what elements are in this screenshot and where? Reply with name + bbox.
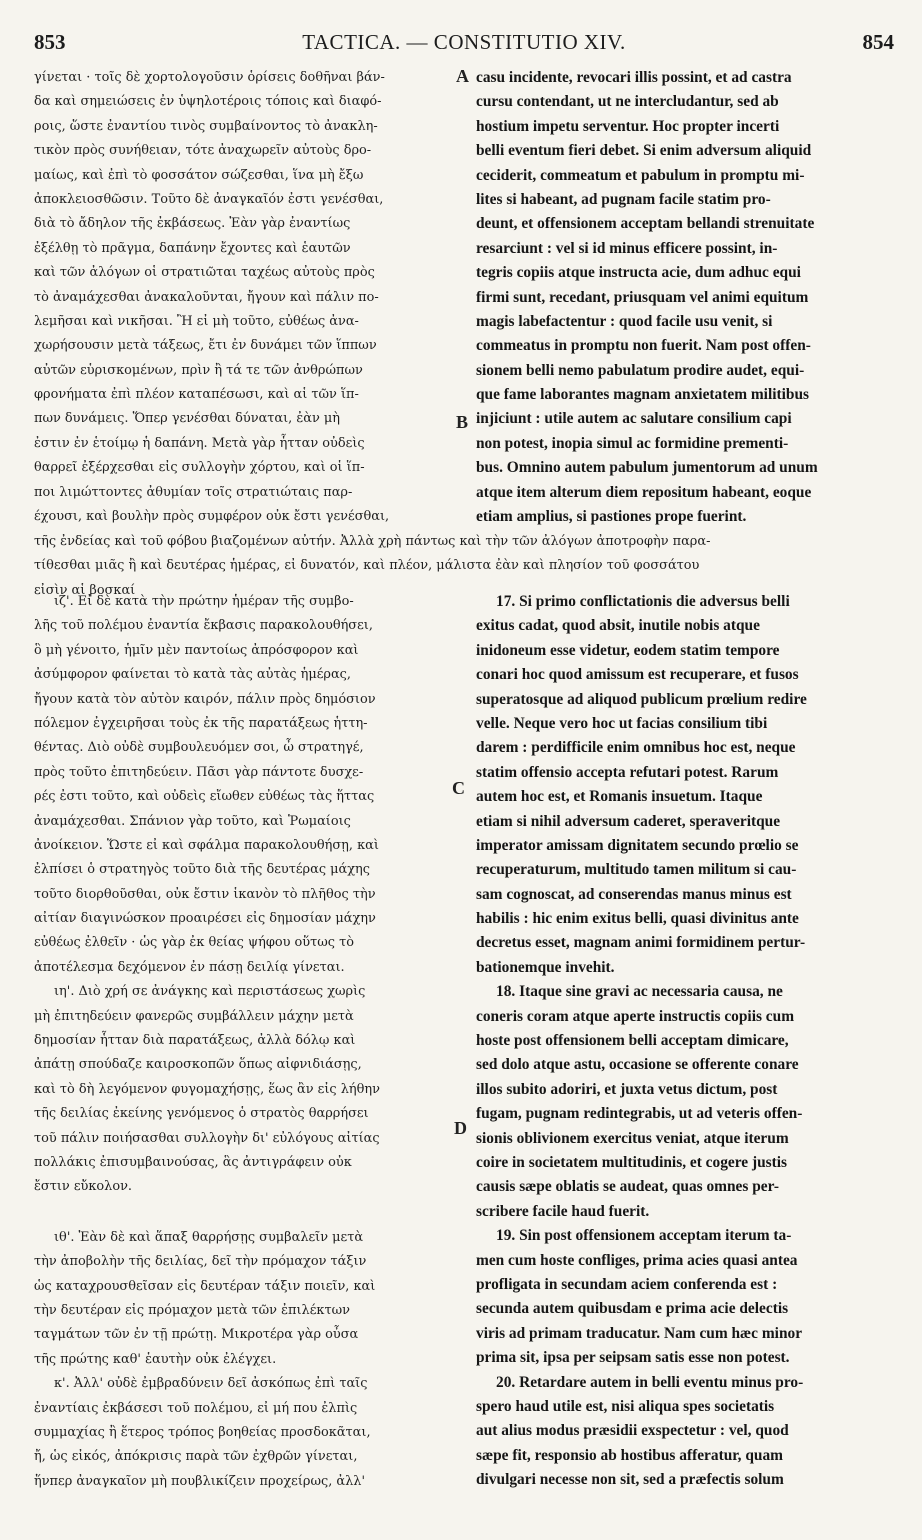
text-line: ἀποκλειοσθῶσιν. Τοῦτο δὲ ἀναγκαῖόν ἐστι γενέσθαι, — [34, 191, 384, 207]
text-line: τῆς ἐνδείας καὶ τοῦ φόβου βιαζομένων αὐτήν. Ἀλλὰ χρὴ πάντως καὶ τὴν τῶν ἀλόγων ἀποτροφὴν παρα- — [34, 534, 711, 549]
text-line: 17. Si primo conflictationis die adversus belli — [496, 593, 790, 610]
text-line: εὐθέως ἐλθεῖν · ὡς γὰρ ἐκ θείας ψήφου οὕτως τὸ — [34, 935, 354, 951]
text-line: καὶ τῶν ἀλόγων οἱ στρατιῶται ταχέως αὐτοὺς πρὸς — [34, 265, 375, 281]
text-line: κ'. Ἀλλ' οὐδὲ ἐμβραδύνειν δεῖ ἀσκόπως ἐπὶ ταῖς — [54, 1376, 368, 1392]
text-line: statim offensio accepta refutari potest. Rarum — [476, 763, 779, 781]
text-line: πων δυνάμεις. Ὅπερ γενέσθαι δύναται, ἐὰν μὴ — [34, 411, 341, 427]
text-line: non potest, inopia simul ac formidine prementi- — [476, 434, 789, 452]
text-line: αὐτῶν εὑρισκομένων, πρὶν ἢ τά τε τῶν ἀνθρώπων — [34, 362, 363, 378]
text-line: ἐστιν ἐν ἑτοίμῳ ἡ δαπάνη. Μετὰ γὰρ ἧτταν οὐδεὶς — [34, 435, 365, 451]
text-line: πόλεμον ἐγχειρῆσαι τοὺς ἐκ τῆς παρατάξεως ἡττη- — [34, 715, 368, 731]
text-line: γίνεται · τοῖς δὲ χορτολογοῦσιν ὁρίσεις δοθῆναι βάν- — [34, 70, 385, 85]
text-line: πολλάκις ἐπισυμβαινούσας, ἃς ἀντιγράφειν οὐκ — [34, 1154, 352, 1170]
text-line: τίθεσθαι μιᾶς ἢ καὶ δευτέρας ἡμέρας, εἰ δυνατόν, καὶ πλέον, μάλιστα ἐὰν καὶ πλησίον τοῦ φοσσάτου — [34, 558, 700, 574]
text-line: magis labefactentur : quod facile usu venit, si — [476, 312, 773, 330]
text-line: aut alius modus præsidii exspectetur : vel, quod — [476, 1422, 789, 1440]
text-line: έχουσι, καὶ βουλὴν πρὸς συμφέρον οὐκ ἔστι γενέσθαι, — [34, 509, 390, 525]
text-line: ροις, ὥστε ἐναντίου τινὸς συμβαίνοντος τὸ ἀνακλη- — [34, 118, 378, 134]
text-line: ρές ἐστι τοῦτο, καὶ οὐδεὶς εἴωθεν εὐθέως τὰς ἥττας — [34, 789, 375, 805]
text-line: διὰ τὸ ἄδηλον τῆς ἐκβάσεως. Ἐὰν γὰρ ἐναντίως — [34, 216, 351, 232]
latin-column-top — [476, 66, 880, 529]
text-line: que fame laborantes magnam anxietatem militibus — [476, 386, 810, 404]
text-line: χωρήσουσιν μετὰ τάξεως, ἔτι ἐν δυνάμει τῶν ἵππων — [34, 338, 377, 354]
text-line: decretus esset, magnam animi formidinem pertur- — [476, 934, 806, 952]
margin-mark-a: A — [456, 66, 469, 86]
text-line: atque item alterum diem repositum habeant, eoque — [476, 483, 812, 501]
text-line: ceciderit, commeatum et pabulum in promptu mi- — [476, 166, 805, 184]
text-line: profligata in secundam aciem conferenda est : — [476, 1275, 778, 1293]
text-line: θαρρεῖ ἐξέρχεσθαι εἰς συλλογὴν χόρτου, καὶ οἱ ἵπ- — [34, 460, 365, 476]
margin-mark-c: C — [452, 778, 465, 798]
text-line: ἤ, ὡς εἰκός, ἀπόκρισις παρὰ τῶν ἐχθρῶν γίνεται, — [34, 1449, 358, 1465]
text-line: injiciunt : utile autem ac salutare consilium capi — [476, 410, 792, 428]
text-line: ἀναμάχεσθαι. Σπάνιον γὰρ τοῦτο, καὶ Ῥωμαίοις — [34, 813, 351, 829]
text-line: sed dolo atque astu, occasione se offerente conare — [476, 1056, 799, 1074]
text-line: resarciunt : vel si id minus efficere possint, in- — [476, 239, 778, 257]
page-header — [34, 30, 894, 64]
text-line: habilis : hic enim exitus belli, quasi divinitus ante — [476, 910, 799, 928]
running-title: TACTICA. — CONSTITUTIO XIV. — [302, 30, 626, 54]
text-line: ἔστιν εὔκολον. — [34, 1179, 133, 1195]
text-line: ποι λιμώττοντες ἀθυμίαν τοῖς στρατιώταις παρ- — [34, 484, 353, 500]
text-line: commeatus in promptu non fuerit. Nam post offen- — [476, 337, 811, 355]
text-line: 20. Retardare autem in belli eventu minus pro- — [496, 1373, 804, 1391]
page-number-right: 854 — [862, 30, 894, 54]
text-line: etiam si nihil adversum caderet, speraveritque — [476, 812, 781, 830]
text-line: ἀνοίκειον. Ὥστε εἰ καὶ σφάλμα παρακολουθήσῃ, καὶ — [34, 837, 379, 853]
text-line: firmi sunt, recedant, priusquam vel animi equitum — [476, 288, 809, 306]
greek-section-20 — [34, 1372, 448, 1494]
text-line: fugam, pugnam redintegrabis, ut ad veteris offen- — [476, 1105, 803, 1123]
text-line: θέντας. Διὸ οὐδὲ συμβουλευόμεν σοι, ὦ στρατηγέ, — [34, 740, 364, 756]
text-line: τῆς δειλίας ἐκείνης γενόμενος ὁ στρατὸς θαρρήσει — [34, 1106, 369, 1122]
text-line: ἤγουν κατὰ τὸν αὐτὸν καιρόν, πάλιν πρὸς δημόσιον — [34, 691, 376, 707]
text-line: viris ad primam traducatur. Nam cum hæc minor — [476, 1324, 803, 1342]
text-line: αἰτίαν διαγινώσκον προαιρέσει εἰς δημοσίαν μάχην — [34, 911, 376, 927]
text-line: πρὸς τοῦτο ἐπιτηδεύειν. Πᾶσι γὰρ πάντοτε δυσχε- — [34, 764, 364, 780]
text-line: ὃ μὴ γένοιτο, ἡμῖν μὲν παντοίως ἀπρόσφορον καὶ — [34, 642, 359, 658]
text-line: velle. Neque vero hoc ut facias consilium tibi — [476, 714, 768, 732]
text-line: ἀσύμφορον φαίνεται τὸ κατὰ τὰς αὐτὰς ἡμέρας, — [34, 667, 351, 683]
greek-section-19 — [34, 1226, 448, 1372]
text-line: τὸ ἀναμάχεσθαι ἀνακαλοῦνται, ἤγουν καὶ πάλιν πο- — [34, 289, 379, 305]
latin-column-bottom — [476, 590, 880, 1492]
text-line: τικὸν πρὸς συνήθειαν, τότε ἀναχωρεῖν αὐτοὺς δρο- — [34, 143, 372, 159]
text-line: τῆς πρώτης καθ' ἑαυτὴν οὐκ ἐλέγχει. — [34, 1351, 277, 1367]
text-line: recuperaturum, multitudo tamen militum si cau- — [476, 861, 797, 879]
margin-mark-b: B — [456, 412, 469, 432]
text-line: bationemque invehit. — [476, 958, 615, 976]
text-line: ιθ'. Ἐὰν δὲ καὶ ἅπαξ θαρρήσῃς συμβαλεῖν μετὰ — [54, 1229, 364, 1245]
text-line: scribere facile haud fuerit. — [476, 1202, 650, 1220]
text-line: belli eventum fieri debet. Si enim adversum aliquid — [476, 142, 812, 160]
text-line: τὴν δευτέραν εἰς πρόμαχον μετὰ τῶν ἐπιλέκτων — [34, 1302, 350, 1318]
text-line: tegris copiis atque instructa acie, dum adhuc equi — [476, 264, 801, 282]
text-line: autem hoc est, et Romanis insuetum. Itaque — [476, 788, 763, 806]
text-line: sam cognoscat, ad conserendas manus minus est — [476, 885, 792, 903]
text-line: exitus cadat, quod absit, inutile nobis atque — [476, 617, 760, 635]
text-line: coneris coram atque aperte instructis copiis cum — [476, 1007, 795, 1025]
text-line: imperator amissam dignitatem secundo prœlio se — [476, 836, 799, 854]
text-line: συμμαχίας ἢ ἕτερος τρόπος βοηθείας προσδοκᾶται, — [34, 1424, 371, 1440]
text-line: lites si habeant, ad pugnam facile statim pro- — [476, 190, 771, 208]
text-line: ἐξέλθῃ τὸ πρᾶγμα, δαπάνην ἔχοντες καὶ ἑαυτῶν — [34, 240, 351, 256]
latin-section-20 — [476, 1371, 880, 1493]
text-line: bus. Omnino autem pabulum jumentorum ad unum — [476, 459, 818, 477]
text-line: φρονήματα ἐπὶ πλέον καταπέσωσι, καὶ αἱ τῶν ἵπ- — [34, 387, 359, 403]
text-line: καὶ τὸ δὴ λεγόμενον φυγομαχήσῃς, ἕως ἂν εἰς λήθην — [34, 1081, 380, 1097]
text-line: τοῦ πάλιν ποιήσασθαι συλλογὴν δι' εὐλόγους αἰτίας — [34, 1130, 380, 1146]
text-line: μαίως, καὶ ἐπὶ τὸ φοσσάτον σώζεσθαι, ἵνα μὴ ἔξω — [34, 167, 364, 183]
text-line: deunt, et offensionem acceptam bellandi strenuitate — [476, 215, 815, 233]
latin-section-19 — [476, 1224, 880, 1370]
text-line: ἐναντίαις ἐκβάσεσι τοῦ πολέμου, εἰ μή που ἐλπὶς — [34, 1400, 358, 1416]
text-line: divulgari necesse non sit, sed a præfectis solum — [476, 1471, 784, 1489]
text-line: causis sæpe oblatis se audeat, quas omnes per- — [476, 1178, 779, 1196]
text-line: spero haud utile est, nisi aliqua spes societatis — [476, 1397, 775, 1415]
text-line: cursu contendant, ut ne intercludantur, sed ab — [476, 93, 779, 111]
text-line: ὡς καταχρουσθεῖσαν εἰς δευτέραν τάξιν ποιεῖν, καὶ — [34, 1278, 376, 1294]
text-line: τοῦτο διορθοῦσθαι, οὐκ ἔστιν ἱκανὸν τὸ πλῆθος τὴν — [34, 886, 376, 902]
text-line: ιζ'. Εἰ δὲ κατὰ τὴν πρώτην ἡμέραν τῆς συμβο- — [54, 594, 354, 609]
text-line: casu incidente, revocari illis possint, et ad castra — [476, 69, 792, 86]
text-line: coire in societatem multitudinis, et cogere justis — [476, 1153, 788, 1171]
text-line: inidoneum esse videtur, eodem statim tempore — [476, 641, 780, 659]
page-number-left: 853 — [34, 30, 66, 54]
margin-mark-d: D — [454, 1118, 467, 1138]
text-line: τὴν ἀποβολὴν τῆς δειλίας, δεῖ τὴν πρόμαχον τάξιν — [34, 1254, 367, 1270]
text-line: conari hoc quod amissum est recuperare, et fusos — [476, 666, 799, 684]
greek-column-bottom — [34, 590, 448, 1494]
greek-column-top — [34, 66, 448, 529]
text-line: μὴ ἐπιτηδεύειν φανερῶς συμβάλλειν μάχην μετὰ — [34, 1008, 354, 1024]
text-line: 19. Sin post offensionem acceptam iterum ta- — [496, 1227, 792, 1245]
text-line: sionem belli nemo pabulatum prodire audet, equi- — [476, 361, 805, 379]
text-line: εἰσὶν αἱ βοσκαί — [34, 582, 136, 598]
text-line: ἀπάτῃ σπούδαζε καιροσκοπῶν ὅπως αἰφνιδιάσῃς, — [34, 1057, 362, 1073]
text-line: men cum hoste confliges, prima acies quasi antea — [476, 1251, 798, 1269]
text-line: δημοσίαν ἧτταν διὰ παρατάξεως, ἀλλὰ δόλῳ καὶ — [34, 1033, 356, 1049]
text-line: sionis oblivionem exercitus veniat, atque iterum — [476, 1129, 789, 1147]
text-line: secunda autem quibusdam e prima acie delectis — [476, 1300, 789, 1318]
text-line: sæpe fit, responsio ab hostibus afferatur, quam — [476, 1446, 784, 1464]
text-line: ἥνπερ ἀναγκαῖον μὴ πουβλικίζειν προχείρως, ἀλλ' — [34, 1473, 366, 1489]
text-line: hoste post offensionem belli acceptam dimicare, — [476, 1032, 789, 1050]
text-line: λῆς τοῦ πολέμου ἐναντία ἔκβασις παρακολουθήσει, — [34, 618, 373, 634]
text-line: δα καὶ σημειώσεις ἐν ὑψηλοτέροις τόποις καὶ διαφό- — [34, 94, 382, 110]
text-line: darem : perdifficile enim omnibus hoc est, neque — [476, 739, 796, 757]
text-line: ταγμάτων τῶν ἐν τῇ πρώτῃ. Μικροτέρα γὰρ οὖσα — [34, 1327, 359, 1343]
text-line: ἐλπίσει ὁ στρατηγὸς τοῦτο διὰ τῆς δευτέρας μάχης — [34, 862, 370, 878]
text-line: hostium impetu serventur. Hoc propter incerti — [476, 117, 780, 135]
text-line: prima sit, ipsa per seipsam satis esse non potest. — [476, 1349, 790, 1367]
greek-section-18 — [34, 980, 448, 1200]
text-line: etiam amplius, si pastiones prope fuerint. — [476, 508, 747, 526]
latin-section-18 — [476, 980, 880, 1224]
text-line: illos subito adoriri, et juxta vetus dictum, post — [476, 1080, 778, 1098]
latin-section-17 — [476, 590, 880, 980]
text-line: 18. Itaque sine gravi ac necessaria causa, ne — [496, 983, 783, 1001]
text-line: ἀποτέλεσμα δεχόμενον ἐν πάσῃ δειλίᾳ γίνεται. — [34, 959, 345, 975]
text-line: λεμῆσαι καὶ νικῆσαι. Ἢ εἰ μὴ τοῦτο, εὐθέως ἀνα- — [34, 313, 359, 329]
text-line: ιη'. Διὸ χρή σε ἀνάγκης καὶ περιστάσεως χωρὶς — [54, 984, 366, 1000]
text-line: superatosque ad aliquod publicum prœlium redire — [476, 690, 807, 708]
greek-section-17 — [34, 590, 448, 980]
